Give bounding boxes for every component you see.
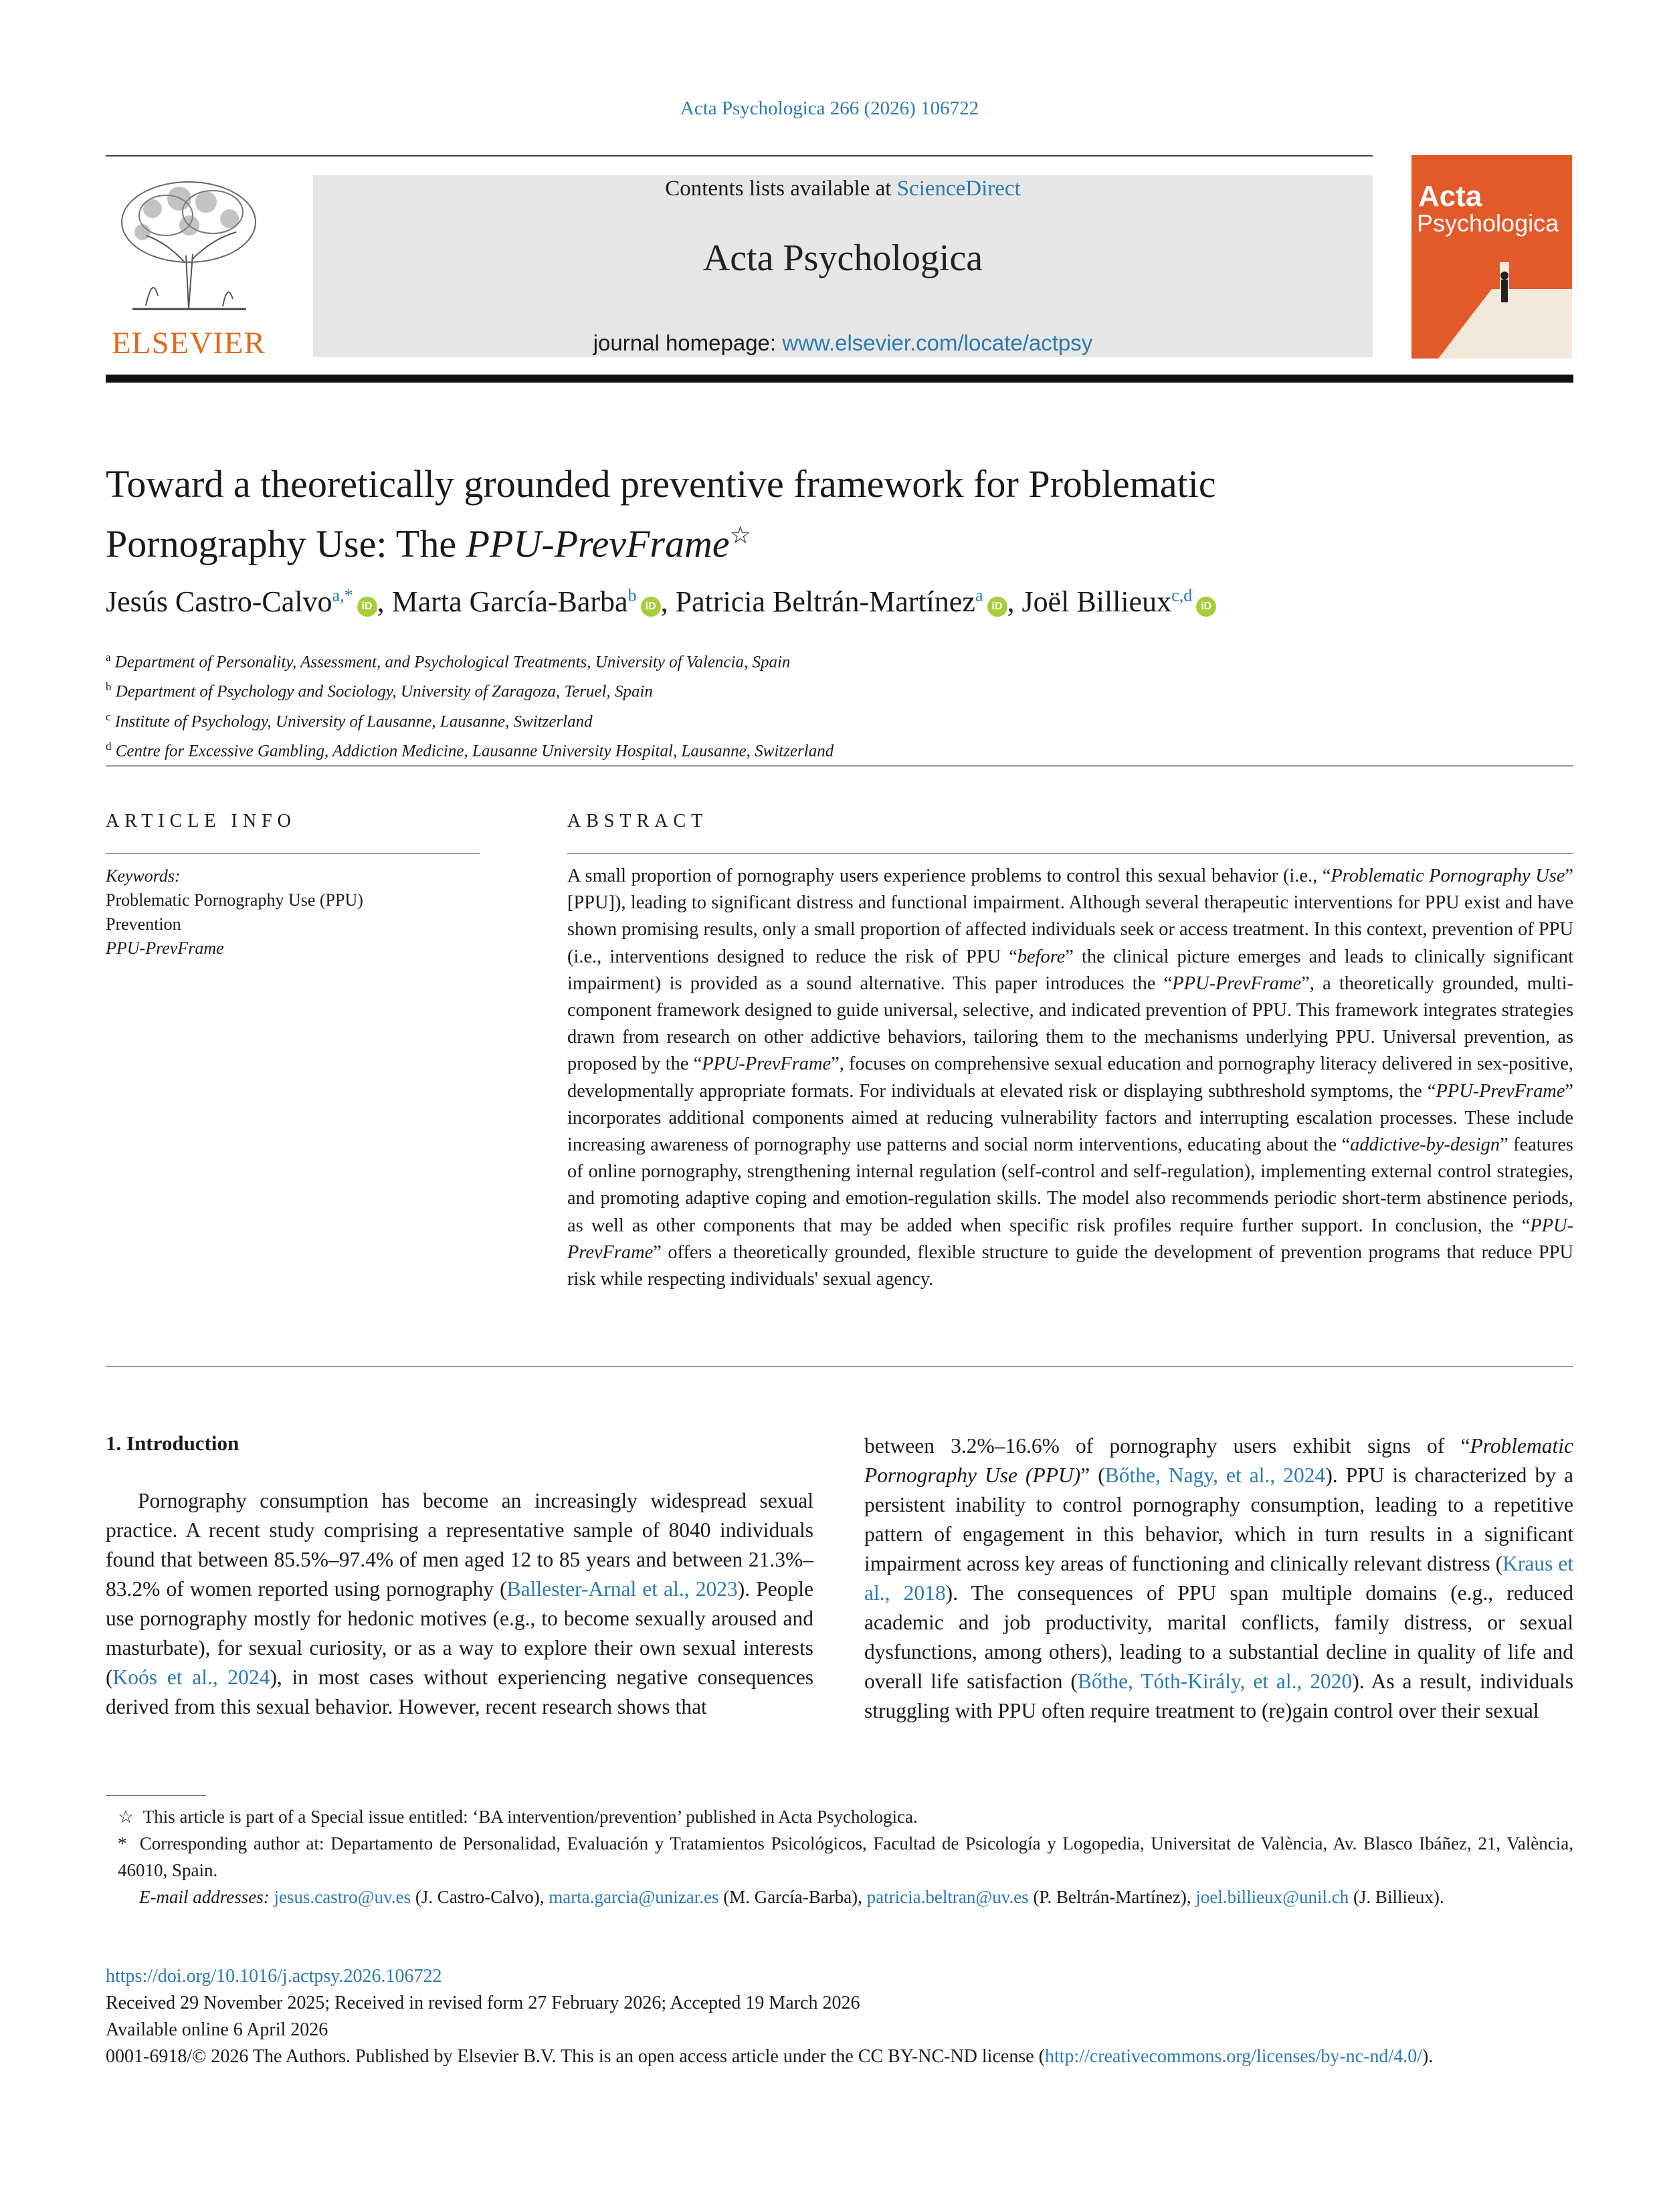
- abstract-rule: [567, 853, 1573, 854]
- affiliations: [106, 645, 1577, 763]
- footnote-star: ☆ This article is part of a Special issue entitled: ‘BA intervention/prevention’ published in Acta Psychologica.: [118, 1807, 918, 1827]
- license-statement: 0001-6918/© 2026 The Authors. Published by Elsevier B.V. This is an open access article under the CC BY-NC-ND license (http://creativecommons.org/licenses/by-nc-nd/4.0/).: [106, 2046, 1434, 2067]
- section-divider: [106, 1366, 1573, 1367]
- affiliation: $^b$ Department of Psychology and Sociology, University of Zaragoza, Teruel, Spain: [106, 680, 653, 701]
- cover-figure-icon: [1411, 155, 1572, 359]
- email-link[interactable]: jesus.castro@uv.es: [274, 1887, 411, 1907]
- email-link[interactable]: patricia.beltran@uv.es: [866, 1887, 1029, 1907]
- journal-cover[interactable]: [1411, 155, 1572, 359]
- keyword: Prevention: [106, 914, 181, 934]
- affiliation: $^d$ Centre for Excessive Gambling, Addiction Medicine, Lausanne University Hospital, Lausanne, Switzerland: [106, 739, 834, 761]
- keyword: Problematic Pornography Use (PPU): [106, 890, 363, 910]
- orcid-icon[interactable]: iD: [1196, 597, 1216, 617]
- citation-link[interactable]: Koós et al., 2024: [112, 1666, 270, 1689]
- affiliation: $^c$ Institute of Psychology, University of Lausanne, Lausanne, Switzerland: [106, 710, 593, 730]
- publication-info: [106, 1963, 1573, 2070]
- email-link[interactable]: marta.garcia@unizar.es: [549, 1887, 719, 1907]
- header-rule: [106, 155, 1373, 157]
- contents-line: Contents lists available at ScienceDirect: [665, 177, 1021, 201]
- title-star-note[interactable]: ☆: [729, 522, 751, 548]
- intro-column-2: between 3.2%–16.6% of pornography users exhibit signs of “Problematic Pornography Use (PPU)” (Bőthe, Nagy, et al., 2024). PPU is characterized by a persistent inability to control pornography consumption, leading to a repetitive pattern of engagement in this behavior, which in turn results in a significant impairment across key areas of functioning and clinically relevant distress (Kraus et al., 2018). The consequences of PPU span multiple domains (e.g., reduced academic and job productivity, marital conflicts, family distress, or sexual dysfunctions, among others), leading to a substantial decline in quality of life and overall life satisfaction (Bőthe, Tóth-Király, et al., 2020). As a result, individuals struggling with PPU often require treatment to (re)gain control over their sexual: [864, 1434, 1573, 1722]
- sciencedirect-link[interactable]: ScienceDirect: [896, 177, 1021, 201]
- keyword: PPU-PrevFrame: [106, 938, 224, 958]
- journal-reference[interactable]: Acta Psychologica 266 (2026) 106722: [680, 98, 979, 119]
- journal-banner: [313, 175, 1373, 357]
- citation-link[interactable]: Kraus et al., 2018: [864, 1552, 1573, 1605]
- citation-link[interactable]: Bőthe, Tóth-Király, et al., 2020: [1077, 1670, 1353, 1693]
- citation-link[interactable]: Bőthe, Nagy, et al., 2024: [1104, 1464, 1326, 1487]
- homepage-link[interactable]: www.elsevier.com/locate/actpsy: [782, 330, 1093, 355]
- orcid-icon[interactable]: iD: [357, 597, 377, 617]
- elsevier-wordmark: ELSEVIER: [112, 326, 266, 361]
- section-divider: [106, 765, 1573, 767]
- elsevier-logo[interactable]: [106, 175, 272, 361]
- introduction-heading: 1. Introduction: [106, 1431, 239, 1455]
- footnote-corresponding: * Corresponding author at: Departamento de Personalidad, Evaluación y Tratamientos Psicológicos, Facultad de Psicología y Logopedia, Universitat de València, Av. Blasco Ibáñez, 21, València, 46010, Spain.: [118, 1833, 1573, 1880]
- author-name[interactable]: Patricia Beltrán-Martínez: [675, 585, 975, 618]
- journal-title: Acta Psychologica: [702, 237, 983, 279]
- abstract-text: A small proportion of pornography users experience problems to control this sexual behavior (i.e., “Problematic Pornography Use” [PPU]), leading to significant distress and functional impairment. Although several therapeutic interventions for PPU exist and have shown promising results, only a small proportion of affected individuals seek or access treatment. In this context, prevention of PPU (i.e., interventions designed to reduce the risk of PPU “before” the clinical picture emerges and leads to clinically significant impairment) is provided as a sound alternative. This paper introduces the “PPU-PrevFrame”, a theoretically grounded, multi-component framework designed to guide universal, selective, and indicated prevention of PPU. This framework integrates strategies drawn from research on other addictive behaviors, tailoring them to the mechanisms underlying PPU. Universal prevention, as proposed by the “PPU-PrevFrame”, focuses on comprehensive sexual education and pornography literacy delivered in sex-positive, developmentally appropriate formats. For individuals at elevated risk or displaying subthreshold symptoms, the “PPU-PrevFrame” incorporates additional components aimed at reducing vulnerability factors and interrupting escalation processes. These include increasing awareness of pornography use patterns and social norm interventions, educating about the “addictive-by-design” features of online pornography, strengthening internal regulation (self-control and self-regulation), implementing external control strategies, and promoting adaptive coping and emotion-regulation skills. The model also recommends periodic short-term abstinence periods, as well as other components that may be added when specific risk profiles require further support. In conclusion, the “PPU-PrevFrame” offers a theoretically grounded, flexible structure to guide the development of prevention programs that reduce PPU risk while respecting individuals' sexual agency.: [567, 866, 1574, 1290]
- citation-link[interactable]: Ballester-Arnal et al., 2023: [506, 1577, 738, 1601]
- footnote-emails: E-mail addresses: jesus.castro@uv.es (J. Castro-Calvo), marta.garcia@unizar.es (M. García-Barba), patricia.beltran@uv.es (P. Beltrán-Martínez), joel.billieux@unil.ch (J. Billieux).: [139, 1887, 1444, 1907]
- author-name[interactable]: Jesús Castro-Calvo: [106, 585, 332, 618]
- doi-link[interactable]: https://doi.org/10.1016/j.actpsy.2026.106722: [106, 1966, 442, 1987]
- author-name[interactable]: Joël Billieux: [1021, 585, 1172, 618]
- homepage-line: journal homepage: www.elsevier.com/locate/actpsy: [593, 330, 1093, 355]
- footnote-rule: [106, 1795, 206, 1796]
- header-thick-rule: [106, 375, 1573, 383]
- author-name[interactable]: Marta García-Barba: [391, 585, 628, 618]
- keywords-label: Keywords:: [106, 866, 181, 886]
- tree-icon: [106, 175, 272, 316]
- orcid-icon[interactable]: iD: [641, 597, 661, 617]
- orcid-icon[interactable]: iD: [987, 597, 1007, 617]
- article-title: Toward a theoretically grounded preventive framework for Problematic Pornography Use: The PPU-PrevFrame☆: [106, 462, 1216, 566]
- license-link[interactable]: http://creativecommons.org/licenses/by-nc-nd/4.0/: [1044, 2046, 1422, 2067]
- abstract-heading: ABSTRACT: [567, 811, 708, 831]
- email-link[interactable]: joel.billieux@unil.ch: [1195, 1887, 1349, 1907]
- cover-title-acta: Acta: [1418, 180, 1482, 213]
- intro-column-1: Pornography consumption has become an increasingly widespread sexual practice. A recent study comprising a representative sample of 8040 individuals found that between 85.5%–97.4% of men aged 12 to 85 years and between 21.3%–83.2% of women reported using pornography (Ballester-Arnal et al., 2023). People use pornography mostly for hedonic motives (e.g., to become sexually aroused and masturbate), for sexual curiosity, or as a way to explore their own sexual interests (Koós et al., 2024), in most cases without experiencing negative consequences derived from this sexual behavior. However, recent research shows that: [106, 1489, 813, 1718]
- cover-title-psychologica: Psychologica: [1417, 209, 1559, 237]
- article-info-rule: [106, 853, 480, 854]
- author-list: Jesús Castro-Calvo$^{a,*}$iD , Marta García-Barba$^b$iD , Patricia Beltrán-Martínez$^a$iD , Joël Billieux$^{c,d}$iD: [106, 585, 1577, 619]
- keywords-block: [106, 864, 480, 961]
- received-dates: Received 29 November 2025; Received in revised form 27 February 2026; Accepted 19 March 2026: [106, 1993, 860, 2013]
- footnotes: [106, 1803, 1573, 1910]
- available-online: Available online 6 April 2026: [106, 2019, 328, 2040]
- article-info-heading: ARTICLE INFO: [106, 811, 296, 831]
- affiliation: $^a$ Department of Personality, Assessment, and Psychological Treatments, University of Valencia, Spain: [106, 651, 791, 672]
